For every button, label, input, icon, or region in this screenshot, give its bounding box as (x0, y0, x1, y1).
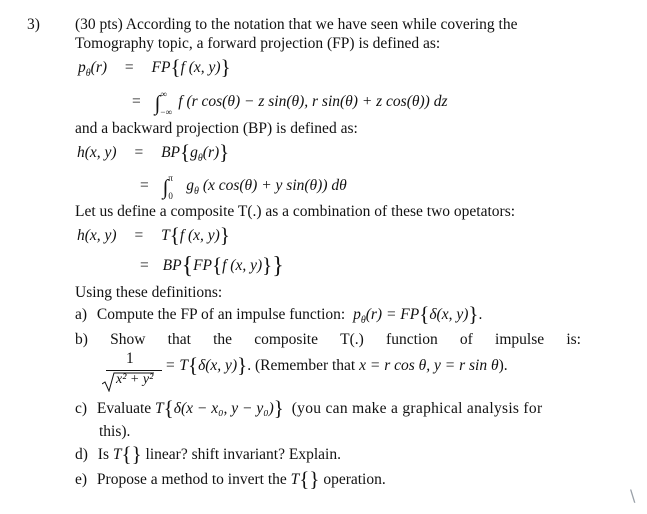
problem-number: 3) (27, 16, 40, 33)
bp-integrand: (x cos(θ) + y sin(θ)) dθ (202, 177, 347, 194)
corner-partial-glyph: \ (630, 486, 636, 505)
fp-integrand: f (r cos(θ) − z sin(θ), r sin(θ) + z cos(θ)) dz (178, 93, 448, 110)
part-b-line2: = T{δ(x, y)}. (Remember that x = r cos θ, y = r sin θ). (165, 353, 508, 377)
intro-line-1: (30 pts) According to the notation that we have seen while covering the (75, 16, 518, 33)
part-c-line1: c) Evaluate T{δ(x − x₀, y − y₀)} (you can make a graphical analysis for (75, 396, 543, 420)
t-definition: h(x, y) = T{f (x, y)} (77, 223, 230, 247)
fp-integral: = ∫ ∞ −∞ f (r cos(θ) − z sin(θ), r sin(θ) + z cos(θ)) dz (132, 89, 448, 117)
fp-definition: $p_\theta(r) = FP\{f$ (x, y)} (78, 55, 231, 79)
fp-operator: FP (151, 59, 171, 76)
bp-integral: = ∫ π 0 $g_\theta$ (x cos(θ) + y sin(θ)) dθ (140, 173, 347, 201)
part-b-line1: b) Show that the composite T(.) function of impulse is: (75, 331, 581, 348)
fp-lhs: p (78, 59, 86, 76)
composite-intro: Let us define a composite T(.) as a combination of these two opetators: (75, 203, 516, 220)
bp-definition: h(x, $y) = BP\{g_\theta(r)\}$ (77, 140, 230, 164)
t-expansion: = BP{FP{f (x, y)}} (140, 253, 284, 279)
impulse-response-fraction: 1 x² + y² (102, 350, 162, 394)
using-definitions: Using these definitions: (75, 284, 223, 301)
part-d: d) Is T{} linear? shift invariant? Explain. (75, 442, 341, 466)
integral-sign: ∫ (154, 91, 161, 115)
intro-line-2: Tomography topic, a forward projection (FP) is defined as: (75, 35, 441, 52)
part-a: a) Compute the FP of an impulse function: $p_\theta(r) = FP\{\delta(x$, y)}. (75, 302, 483, 326)
bp-intro: and a backward projection (BP) is defined as: (75, 120, 358, 137)
part-c-line2: this). (99, 423, 131, 440)
part-e: e) Propose a method to invert the T{} operation. (75, 467, 386, 491)
